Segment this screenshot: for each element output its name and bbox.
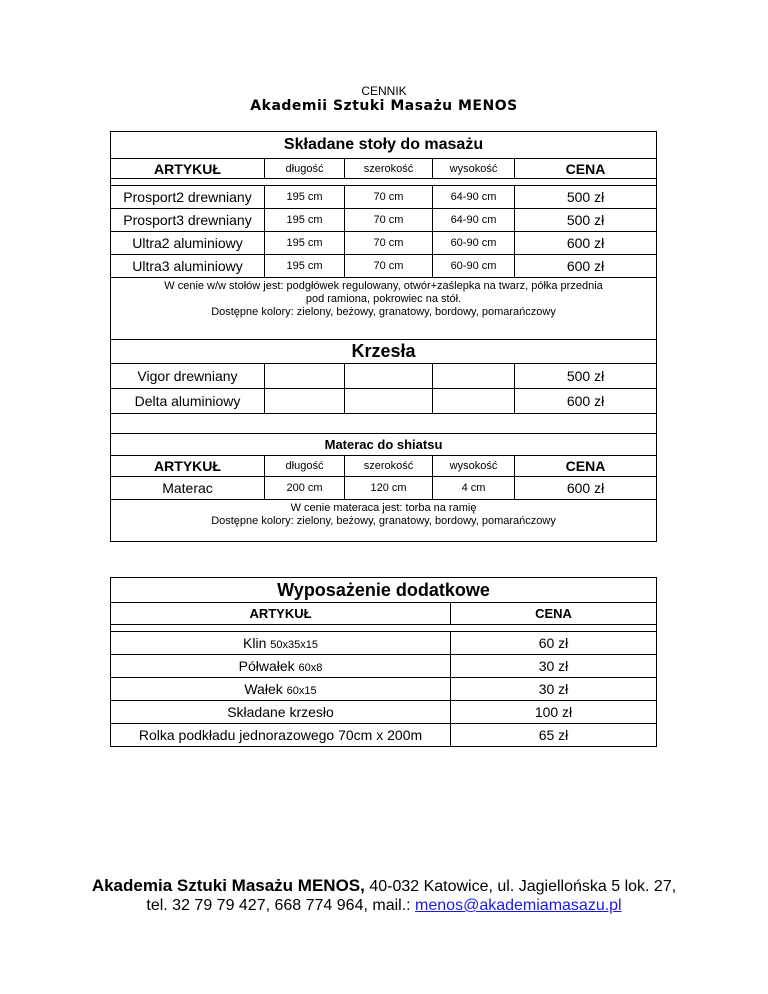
doc-subtitle: Akademii Sztuki Masażu MENOS bbox=[250, 98, 518, 114]
product-price: 600 zł bbox=[515, 477, 657, 500]
product-height: 60-90 cm bbox=[433, 255, 515, 278]
table-row bbox=[111, 255, 657, 278]
section-title-mattress: Materac do shiatsu bbox=[111, 434, 657, 456]
product-name bbox=[111, 655, 451, 678]
product-name: Delta aluminiowy bbox=[111, 389, 265, 414]
product-price: 600 zł bbox=[515, 389, 657, 414]
mattress-note bbox=[111, 500, 657, 542]
note-line: Dostępne kolory: zielony, beżowy, granatowy, bordowy, pomarańczowy bbox=[211, 306, 556, 318]
product-name: Ultra3 aluminiowy bbox=[111, 255, 265, 278]
empty-cell bbox=[433, 364, 515, 389]
price-table-accessories bbox=[110, 577, 657, 747]
product-height: 60-90 cm bbox=[433, 232, 515, 255]
empty-cell bbox=[345, 364, 433, 389]
table-row bbox=[111, 724, 657, 747]
table-row bbox=[111, 364, 657, 389]
product-price: 30 zł bbox=[451, 678, 657, 701]
note-line: Dostępne kolory: zielony, beżowy, granatowy, bordowy, pomarańczowy bbox=[211, 515, 556, 527]
table-row bbox=[111, 232, 657, 255]
price-table-main bbox=[110, 131, 657, 542]
table-row bbox=[111, 477, 657, 500]
note-line: W cenie w/w stołów jest: podgłówek regulowany, otwór+zaślepka na twarz, półka przednia bbox=[164, 280, 603, 292]
product-height: 64-90 cm bbox=[433, 209, 515, 232]
product-name bbox=[111, 678, 451, 701]
col-header-width: szerokość bbox=[345, 159, 433, 179]
table-row bbox=[111, 209, 657, 232]
product-label: Półwałek bbox=[238, 658, 295, 674]
empty-cell bbox=[433, 389, 515, 414]
section-title-accessories: Wyposażenie dodatkowe bbox=[111, 578, 657, 603]
document-footer bbox=[0, 876, 768, 915]
product-name: Składane krzesło bbox=[111, 701, 451, 724]
col-header-width: szerokość bbox=[345, 456, 433, 477]
divider bbox=[111, 414, 657, 434]
product-price: 60 zł bbox=[451, 632, 657, 655]
empty-cell bbox=[265, 364, 345, 389]
product-label: Klin bbox=[243, 635, 267, 651]
col-header-price: CENA bbox=[451, 603, 657, 625]
product-price: 500 zł bbox=[515, 209, 657, 232]
product-length: 195 cm bbox=[265, 186, 345, 209]
doc-title: CENNIK bbox=[361, 84, 407, 98]
table-row bbox=[111, 701, 657, 724]
section-title-tables: Składane stoły do masażu bbox=[111, 132, 657, 159]
product-name: Vigor drewniany bbox=[111, 364, 265, 389]
document-header bbox=[0, 84, 768, 115]
product-name bbox=[111, 632, 451, 655]
table-row bbox=[111, 678, 657, 701]
product-price: 600 zł bbox=[515, 232, 657, 255]
col-header-price: CENA bbox=[515, 159, 657, 179]
table-row bbox=[111, 632, 657, 655]
product-width: 70 cm bbox=[345, 232, 433, 255]
footer-contact: tel. 32 79 79 427, 668 774 964, mail.: bbox=[146, 897, 411, 914]
product-name: Rolka podkładu jednorazowego 70cm x 200m bbox=[111, 724, 451, 747]
footer-line-1 bbox=[0, 876, 768, 896]
product-width: 70 cm bbox=[345, 186, 433, 209]
empty-cell bbox=[265, 389, 345, 414]
email-link[interactable]: menos@akademiamasazu.pl bbox=[415, 897, 622, 914]
product-width: 120 cm bbox=[345, 477, 433, 500]
col-header-length: długość bbox=[265, 159, 345, 179]
product-length: 195 cm bbox=[265, 255, 345, 278]
empty-cell bbox=[345, 389, 433, 414]
table-row bbox=[111, 389, 657, 414]
product-height: 64-90 cm bbox=[433, 186, 515, 209]
note-line: W cenie materaca jest: torba na ramię bbox=[290, 502, 477, 514]
col-header-length: długość bbox=[265, 456, 345, 477]
product-price: 30 zł bbox=[451, 655, 657, 678]
footer-line-2 bbox=[0, 896, 768, 915]
table-row bbox=[111, 655, 657, 678]
tables-note bbox=[111, 278, 657, 340]
section-title-chairs: Krzesła bbox=[111, 340, 657, 364]
divider bbox=[111, 179, 657, 186]
product-width: 70 cm bbox=[345, 209, 433, 232]
product-dims: 60x8 bbox=[298, 662, 323, 674]
product-name: Materac bbox=[111, 477, 265, 500]
col-header-height: wysokość bbox=[433, 456, 515, 477]
product-length: 195 cm bbox=[265, 209, 345, 232]
product-name: Prosport3 drewniany bbox=[111, 209, 265, 232]
col-header-article: ARTYKUŁ bbox=[111, 603, 451, 625]
product-dims: 50x35x15 bbox=[270, 639, 318, 651]
product-price: 500 zł bbox=[515, 364, 657, 389]
col-header-article: ARTYKUŁ bbox=[111, 456, 265, 477]
divider bbox=[111, 625, 657, 632]
col-header-price: CENA bbox=[515, 456, 657, 477]
product-height: 4 cm bbox=[433, 477, 515, 500]
product-width: 70 cm bbox=[345, 255, 433, 278]
product-label: Wałek bbox=[244, 681, 283, 697]
product-length: 200 cm bbox=[265, 477, 345, 500]
note-line: pod ramiona, pokrowiec na stół. bbox=[305, 293, 462, 305]
product-price: 600 zł bbox=[515, 255, 657, 278]
product-name: Prosport2 drewniany bbox=[111, 186, 265, 209]
footer-address: 40-032 Katowice, ul. Jagiellońska 5 lok. 27, bbox=[369, 878, 677, 895]
footer-brand: Akademia Sztuki Masażu MENOS, bbox=[91, 876, 365, 895]
product-price: 100 zł bbox=[451, 701, 657, 724]
product-price: 65 zł bbox=[451, 724, 657, 747]
col-header-height: wysokość bbox=[433, 159, 515, 179]
col-header-article: ARTYKUŁ bbox=[111, 159, 265, 179]
product-name: Ultra2 aluminiowy bbox=[111, 232, 265, 255]
product-price: 500 zł bbox=[515, 186, 657, 209]
product-length: 195 cm bbox=[265, 232, 345, 255]
product-dims: 60x15 bbox=[286, 685, 317, 697]
table-row bbox=[111, 186, 657, 209]
